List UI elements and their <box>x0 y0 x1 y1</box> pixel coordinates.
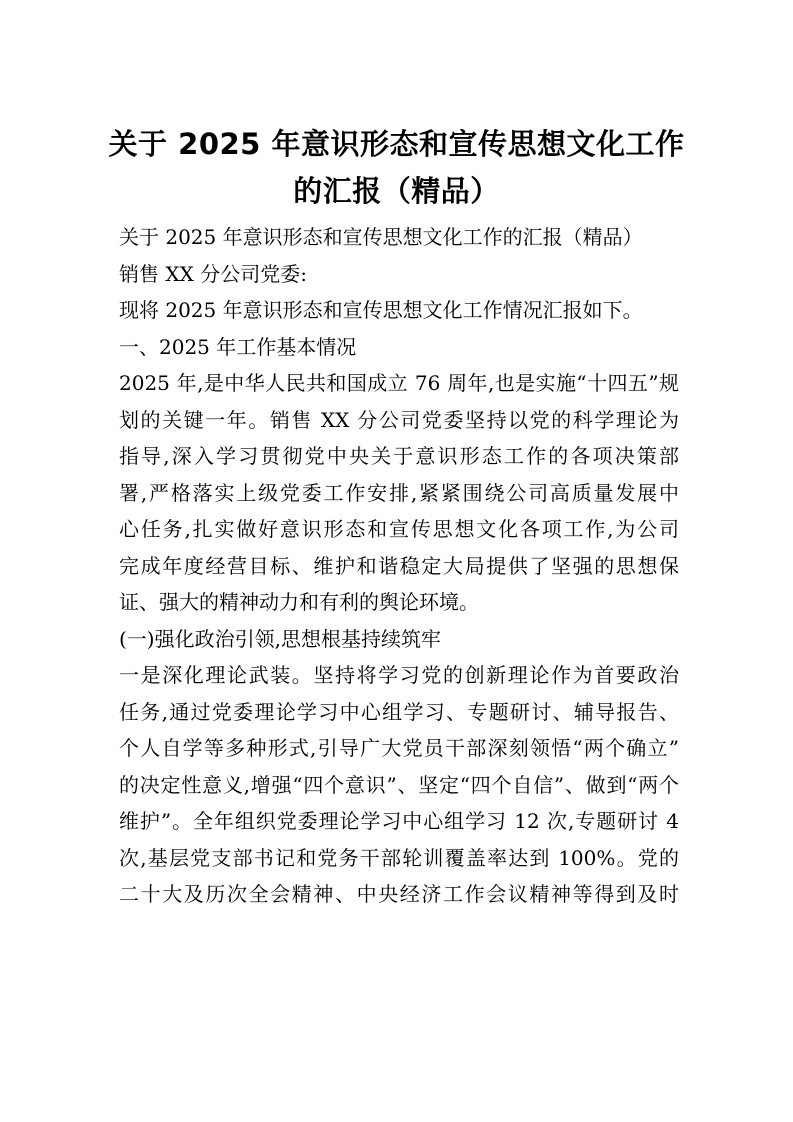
body-line: 销售 XX 分公司党委: <box>119 261 307 286</box>
body-line: 关于 2025 年意识形态和宣传思想文化工作的汇报（精品） <box>119 225 643 249</box>
body-line: 一、2025 年工作基本情况 <box>119 334 357 359</box>
document-title-line-1: 关于 2025 年意识形态和宣传思想文化工作 <box>108 127 685 161</box>
body-line: 个人自学等多种形式,引导广大党员干部深刻领悟“两个确立” <box>119 736 679 760</box>
document-title-line-2: 的汇报（精品） <box>293 174 500 208</box>
body-line: 证、强大的精神动力和有利的舆论环境。 <box>119 590 479 614</box>
body-line: 2025 年,是中华人民共和国成立 76 周年,也是实施“十四五”规 <box>119 371 679 395</box>
body-line: 署,严格落实上级党委工作安排,紧紧围绕公司高质量发展中 <box>119 480 679 505</box>
body-line: 指导,深入学习贯彻党中央关于意识形态工作的各项决策部 <box>119 444 679 468</box>
body-line: 完成年度经营目标、维护和谐稳定大局提供了坚强的思想保 <box>119 553 679 578</box>
body-line: (一)强化政治引领,思想根基持续筑牢 <box>119 626 441 651</box>
body-line: 划的关键一年。销售 XX 分公司党委坚持以党的科学理论为 <box>119 407 679 432</box>
body-line: 的决定性意义,增强“四个意识”、坚定“四个自信”、做到“两个 <box>119 772 679 797</box>
body-line: 心任务,扎实做好意识形态和宣传思想文化各项工作,为公司 <box>119 517 679 541</box>
body-line: 现将 2025 年意识形态和宣传思想文化工作情况汇报如下。 <box>119 298 643 322</box>
body-line: 一是深化理论武装。坚持将学习党的创新理论作为首要政治 <box>119 663 679 687</box>
body-line: 维护”。全年组织党委理论学习中心组学习 12 次,专题研讨 4 <box>119 809 679 833</box>
document-body <box>119 219 679 913</box>
body-line: 二十大及历次全会精神、中央经济工作会议精神等得到及时 <box>119 882 679 906</box>
body-line: 任务,通过党委理论学习中心组学习、专题研讨、辅导报告、 <box>119 699 679 724</box>
body-line: 次,基层党支部书记和党务干部轮训覆盖率达到 100%。党的 <box>119 845 679 870</box>
